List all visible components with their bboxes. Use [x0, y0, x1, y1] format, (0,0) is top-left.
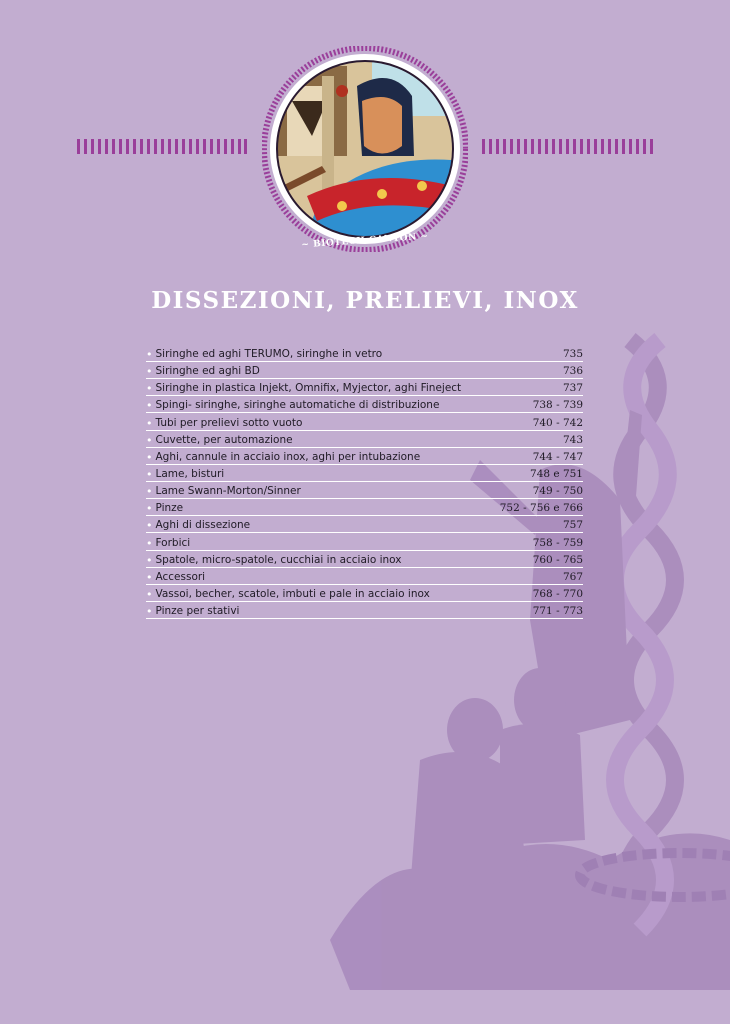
toc-label: Siringhe ed aghi TERUMO, siringhe in vetro [155, 348, 383, 360]
toc-page: 744 - 747 [532, 450, 583, 463]
toc-page: 760 - 765 [532, 553, 583, 566]
toc-page: 738 - 739 [532, 399, 583, 412]
bullet-icon: • [146, 570, 153, 584]
toc-page: 771 - 773 [532, 605, 583, 618]
toc-row[interactable] [146, 449, 583, 465]
toc-label: Spatole, micro-spatole, cucchiai in acciaio inox [155, 553, 402, 566]
toc-row[interactable] [146, 535, 583, 551]
bullet-icon: • [146, 348, 153, 361]
bullet-icon: • [146, 467, 153, 481]
toc-label: Accessori [155, 570, 206, 583]
bullet-icon: • [146, 399, 153, 413]
toc-label: Pinze [155, 502, 184, 515]
toc-label: Aghi, cannule in acciaio inox, aghi per intubazione [155, 450, 421, 463]
toc-label: Spingi- siringhe, siringhe automatiche di distribuzione [155, 399, 440, 412]
bullet-icon: • [146, 536, 153, 550]
bullet-icon: • [146, 553, 153, 567]
toc-row[interactable] [146, 569, 583, 585]
decorative-stripe-left [77, 139, 247, 154]
toc-row[interactable] [146, 432, 583, 448]
toc-page: 749 - 750 [532, 485, 583, 498]
toc-page: 735 [562, 348, 583, 360]
table-of-contents [146, 346, 583, 620]
toc-page: 757 [562, 519, 583, 532]
medallion-caption: ~ BIOTECH CANYON ~ [301, 231, 429, 251]
toc-label: Aghi di dissezione [155, 519, 251, 532]
toc-page: 758 - 759 [532, 536, 583, 549]
toc-page: 768 - 770 [532, 587, 583, 600]
bullet-icon: • [146, 605, 153, 619]
toc-row[interactable] [146, 415, 583, 431]
toc-label: Siringhe in plastica Injekt, Omnifix, Myjector, aghi Fineject [155, 382, 462, 395]
toc-page: 743 [562, 433, 583, 446]
toc-row[interactable] [146, 552, 583, 568]
bullet-icon: • [146, 519, 153, 533]
toc-label: Pinze per stativi [155, 605, 240, 618]
toc-page: 752 - 756 e 766 [499, 502, 583, 515]
toc-row[interactable] [146, 363, 583, 379]
toc-page: 737 [562, 382, 583, 395]
toc-page: 767 [562, 570, 583, 583]
bullet-icon: • [146, 382, 153, 396]
bullet-icon: • [146, 502, 153, 516]
toc-label: Lame, bisturi [155, 467, 225, 480]
medallion-illustration [262, 46, 468, 252]
toc-row[interactable] [146, 500, 583, 516]
page-title: DISSEZIONI, PRELIEVI, INOX [151, 287, 579, 314]
toc-label: Tubi per prelievi sotto vuoto [155, 416, 303, 429]
toc-row[interactable] [146, 380, 583, 396]
toc-page: 740 - 742 [532, 416, 583, 429]
bullet-icon: • [146, 485, 153, 499]
toc-row[interactable] [146, 586, 583, 602]
bullet-icon: • [146, 365, 153, 379]
toc-label: Siringhe ed aghi BD [155, 365, 260, 378]
toc-page: 736 [562, 365, 583, 378]
toc-label: Cuvette, per automazione [155, 433, 293, 446]
toc-label: Vassoi, becher, scatole, imbuti e pale in acciaio inox [155, 587, 430, 600]
toc-page: 748 e 751 [530, 467, 583, 480]
toc-label: Lame Swann-Morton/Sinner [155, 485, 301, 498]
toc-row[interactable] [146, 517, 583, 533]
decorative-stripe-right [482, 139, 654, 154]
toc-row[interactable] [146, 603, 583, 619]
bullet-icon: • [146, 587, 153, 601]
toc-row[interactable] [146, 483, 583, 499]
toc-row[interactable] [146, 346, 583, 362]
bullet-icon: • [146, 433, 153, 447]
toc-label: Forbici [155, 536, 191, 549]
toc-row[interactable] [146, 397, 583, 413]
bullet-icon: • [146, 416, 153, 430]
bullet-icon: • [146, 450, 153, 464]
toc-row[interactable] [146, 466, 583, 482]
